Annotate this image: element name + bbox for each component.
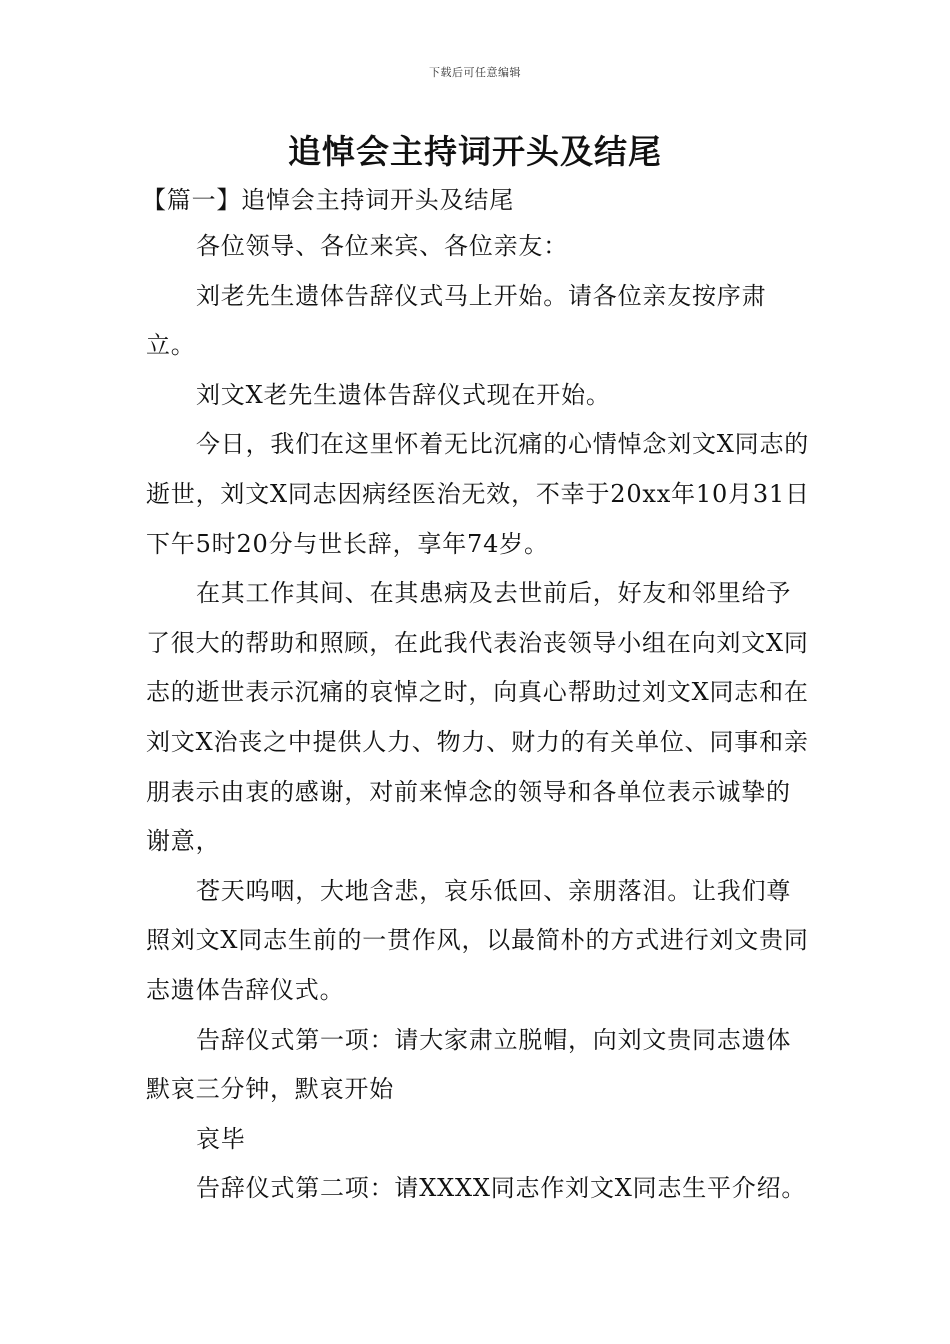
paragraph: 刘文X老先生遗体告辞仪式现在开始。 — [196, 380, 611, 409]
paragraph: 告辞仪式第二项：请XXXX同志作刘文X同志生平介绍。 — [196, 1174, 807, 1203]
paragraph: 在其工作其间、在其患病及去世前后，好友和邻里给予了很大的帮助和照顾，在此我代表治丧领导小组在向刘文X同志的逝世表示沉痛的哀悼之时，向真心帮助过刘文X同志和在刘文X治丧之中提供人力、物力、财力的有关单位、同事和亲朋表示由衷的感谢，对前来悼念的领导和各单位表示诚挚的谢意， — [146, 579, 809, 856]
paragraph: 刘老先生遗体告辞仪式马上开始。请各位亲友按序肃立。 — [146, 281, 767, 360]
paragraph-greeting: 各位领导、各位来宾、各位亲友： — [196, 232, 568, 260]
section-heading: 【篇一】追悼会主持词开头及结尾 — [142, 186, 514, 214]
document-body — [142, 178, 810, 1214]
paragraph: 苍天呜咽，大地含悲，哀乐低回、亲朋落泪。让我们尊照刘文X同志生前的一贯作风，以最简朴的方式进行刘文贵同志遗体告辞仪式。 — [146, 876, 809, 1004]
header-note: 下载后可任意编辑 — [429, 66, 521, 79]
paragraph: 今日，我们在这里怀着无比沉痛的心情悼念刘文X同志的逝世，刘文X同志因病经医治无效，不幸于20xx年10月31日下午5时20分与世长辞，享年74岁。 — [146, 430, 810, 558]
paragraph: 告辞仪式第一项：请大家肃立脱帽，向刘文贵同志遗体默哀三分钟，默哀开始 — [146, 1025, 792, 1104]
document-title: 追悼会主持词开头及结尾 — [288, 132, 662, 171]
paragraph: 哀毕 — [196, 1124, 246, 1153]
